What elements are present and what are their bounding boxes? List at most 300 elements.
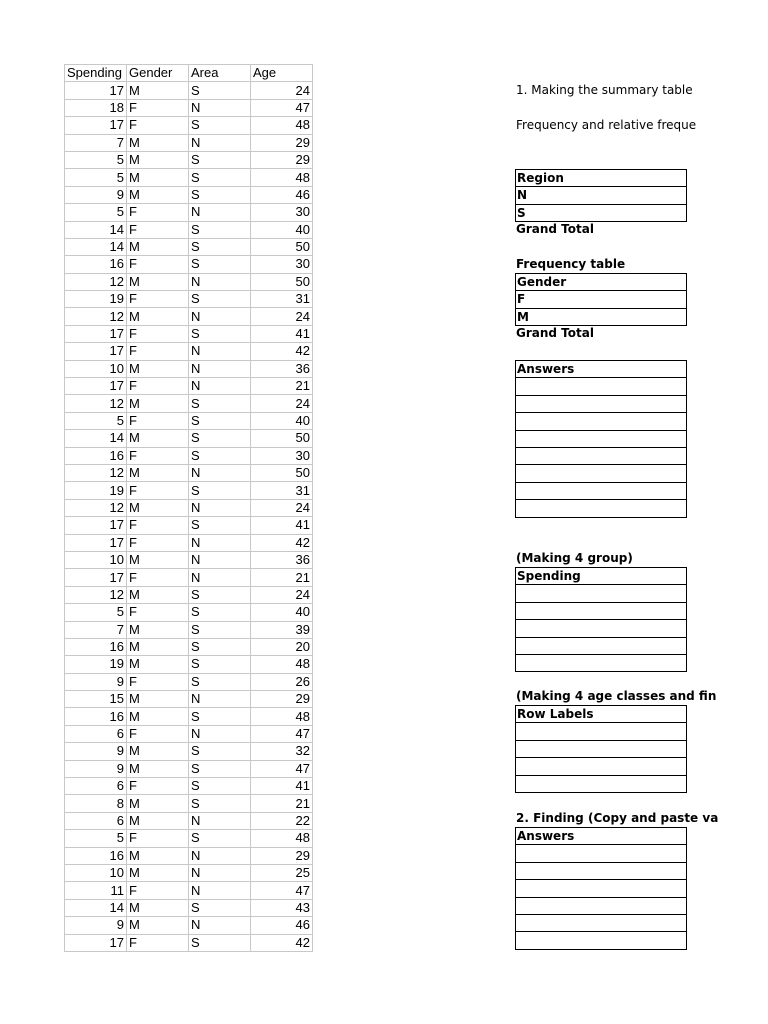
table-cell[interactable]: N — [189, 691, 251, 708]
group-note: (Making 4 group) — [516, 551, 633, 565]
table-cell[interactable]: M — [127, 864, 189, 881]
table-cell[interactable]: 12 — [65, 273, 127, 290]
table-cell[interactable]: 11 — [65, 882, 127, 899]
table-cell[interactable]: S — [189, 82, 251, 99]
table-cell[interactable]: 17 — [65, 378, 127, 395]
table-cell[interactable]: S — [189, 604, 251, 621]
table-cell[interactable]: N — [189, 534, 251, 551]
table-cell[interactable]: S — [189, 186, 251, 203]
table-cell[interactable]: 17 — [65, 517, 127, 534]
table-cell[interactable]: N — [189, 273, 251, 290]
table-row — [65, 325, 313, 342]
table-row — [65, 464, 313, 481]
row-labels-header[interactable]: Row Labels — [516, 706, 686, 723]
table-row — [65, 117, 313, 134]
table-cell[interactable]: S — [189, 412, 251, 429]
answers-header-1[interactable]: Answers — [516, 361, 686, 378]
gender-box — [515, 273, 687, 326]
table-cell[interactable]: 6 — [65, 778, 127, 795]
table-row — [65, 430, 313, 447]
table-cell[interactable]: M — [127, 586, 189, 603]
answer-cell[interactable] — [516, 483, 686, 500]
table-cell[interactable]: N — [189, 499, 251, 516]
table-cell[interactable]: 17 — [65, 343, 127, 360]
table-row — [65, 708, 313, 725]
region-box — [515, 169, 687, 222]
table-cell[interactable]: S — [189, 395, 251, 412]
table-row — [65, 378, 313, 395]
table-cell[interactable]: S — [189, 760, 251, 777]
table-cell[interactable]: F — [127, 343, 189, 360]
table-cell[interactable]: F — [127, 204, 189, 221]
table-cell[interactable]: 26 — [251, 673, 313, 690]
answer-cell[interactable] — [516, 863, 686, 880]
row-labels-cell[interactable] — [516, 758, 686, 775]
table-row — [65, 882, 313, 899]
table-cell[interactable]: M — [127, 464, 189, 481]
table-row — [65, 847, 313, 864]
table-cell[interactable]: 12 — [65, 464, 127, 481]
answer-cell[interactable] — [516, 448, 686, 465]
table-cell[interactable]: N — [189, 882, 251, 899]
table-cell[interactable]: N — [189, 725, 251, 742]
table-row — [65, 830, 313, 847]
table-row — [65, 673, 313, 690]
table-cell[interactable]: 9 — [65, 760, 127, 777]
table-cell[interactable]: 40 — [251, 604, 313, 621]
table-cell[interactable]: 5 — [65, 412, 127, 429]
table-cell[interactable]: S — [189, 151, 251, 168]
table-cell[interactable]: F — [127, 517, 189, 534]
table-cell[interactable]: F — [127, 482, 189, 499]
table-cell[interactable]: 17 — [65, 325, 127, 342]
table-cell[interactable]: 16 — [65, 638, 127, 655]
table-cell[interactable]: 6 — [65, 725, 127, 742]
table-row — [65, 412, 313, 429]
table-cell[interactable]: S — [189, 899, 251, 916]
table-cell[interactable]: 40 — [251, 221, 313, 238]
region-n[interactable]: N — [516, 187, 686, 204]
table-row — [65, 204, 313, 221]
row-labels-cell[interactable] — [516, 776, 686, 793]
table-cell[interactable]: 41 — [251, 778, 313, 795]
table-cell[interactable]: 48 — [251, 830, 313, 847]
table-row — [65, 778, 313, 795]
table-cell[interactable]: 25 — [251, 864, 313, 881]
table-row — [65, 291, 313, 308]
table-cell[interactable]: 47 — [251, 99, 313, 116]
table-cell[interactable]: 29 — [251, 847, 313, 864]
table-row — [65, 99, 313, 116]
table-row — [65, 604, 313, 621]
spending-cell[interactable] — [516, 603, 686, 620]
table-row — [65, 934, 313, 951]
table-cell[interactable]: M — [127, 638, 189, 655]
table-cell[interactable]: 10 — [65, 360, 127, 377]
frequency-heading: Frequency and relative freque — [516, 118, 697, 132]
table-row — [65, 899, 313, 916]
table-cell[interactable]: S — [189, 638, 251, 655]
table-cell[interactable]: 30 — [251, 256, 313, 273]
table-cell[interactable]: 8 — [65, 795, 127, 812]
spending-header[interactable]: Spending — [516, 568, 686, 585]
table-cell[interactable]: M — [127, 743, 189, 760]
table-cell[interactable]: M — [127, 238, 189, 255]
table-row — [65, 169, 313, 186]
table-cell[interactable]: F — [127, 778, 189, 795]
table-cell[interactable]: M — [127, 151, 189, 168]
answers-box-2 — [515, 827, 687, 950]
table-cell[interactable]: 50 — [251, 273, 313, 290]
table-cell[interactable]: F — [127, 412, 189, 429]
region-s[interactable]: S — [516, 205, 686, 222]
table-cell[interactable]: M — [127, 691, 189, 708]
column-header[interactable]: Spending — [65, 65, 127, 82]
table-cell[interactable]: 16 — [65, 847, 127, 864]
table-cell[interactable]: M — [127, 551, 189, 568]
table-cell[interactable]: 10 — [65, 864, 127, 881]
table-cell[interactable]: N — [189, 464, 251, 481]
table-cell[interactable]: S — [189, 830, 251, 847]
spending-cell[interactable] — [516, 585, 686, 602]
table-cell[interactable]: M — [127, 273, 189, 290]
table-cell[interactable]: N — [189, 864, 251, 881]
table-cell[interactable]: 22 — [251, 812, 313, 829]
answer-cell[interactable] — [516, 413, 686, 430]
table-cell[interactable]: S — [189, 621, 251, 638]
table-cell[interactable]: M — [127, 360, 189, 377]
table-cell[interactable]: N — [189, 204, 251, 221]
table-cell[interactable]: S — [189, 169, 251, 186]
table-cell[interactable]: 48 — [251, 117, 313, 134]
table-cell[interactable]: 20 — [251, 638, 313, 655]
table-cell[interactable]: 9 — [65, 917, 127, 934]
table-cell[interactable]: F — [127, 934, 189, 951]
row-labels-cell[interactable] — [516, 741, 686, 758]
table-row — [65, 551, 313, 568]
table-cell[interactable]: 43 — [251, 899, 313, 916]
table-cell[interactable]: 5 — [65, 604, 127, 621]
region-header[interactable]: Region — [516, 170, 686, 187]
table-cell[interactable]: 24 — [251, 395, 313, 412]
table-cell[interactable]: N — [189, 569, 251, 586]
table-cell[interactable]: 5 — [65, 151, 127, 168]
table-cell[interactable]: 48 — [251, 656, 313, 673]
table-cell[interactable]: 15 — [65, 691, 127, 708]
table-cell[interactable]: M — [127, 621, 189, 638]
table-cell[interactable]: 9 — [65, 673, 127, 690]
table-row — [65, 482, 313, 499]
table-cell[interactable]: F — [127, 291, 189, 308]
answer-cell[interactable] — [516, 845, 686, 862]
table-cell[interactable]: 41 — [251, 517, 313, 534]
table-cell[interactable]: 14 — [65, 221, 127, 238]
answer-cell[interactable] — [516, 915, 686, 932]
table-cell[interactable]: N — [189, 360, 251, 377]
table-cell[interactable]: S — [189, 325, 251, 342]
table-cell[interactable]: 36 — [251, 551, 313, 568]
answer-cell[interactable] — [516, 898, 686, 915]
table-row — [65, 134, 313, 151]
row-labels-cell[interactable] — [516, 723, 686, 740]
table-cell[interactable]: M — [127, 899, 189, 916]
table-cell[interactable]: F — [127, 447, 189, 464]
table-cell[interactable]: M — [127, 430, 189, 447]
table-cell[interactable]: 31 — [251, 482, 313, 499]
answer-cell[interactable] — [516, 396, 686, 413]
table-row — [65, 656, 313, 673]
table-row — [65, 743, 313, 760]
table-cell[interactable]: M — [127, 134, 189, 151]
answer-cell[interactable] — [516, 880, 686, 897]
answers-header-2[interactable]: Answers — [516, 828, 686, 845]
gender-grand-total: Grand Total — [516, 326, 594, 340]
table-cell[interactable]: N — [189, 812, 251, 829]
table-cell[interactable]: 16 — [65, 256, 127, 273]
table-cell[interactable]: 7 — [65, 621, 127, 638]
table-cell[interactable]: F — [127, 325, 189, 342]
table-cell[interactable]: S — [189, 291, 251, 308]
table-cell[interactable]: 42 — [251, 343, 313, 360]
table-cell[interactable]: 5 — [65, 830, 127, 847]
table-cell[interactable]: M — [127, 812, 189, 829]
table-cell[interactable]: M — [127, 395, 189, 412]
table-row — [65, 760, 313, 777]
table-row — [65, 795, 313, 812]
table-header-row — [65, 65, 313, 82]
table-cell[interactable]: 12 — [65, 499, 127, 516]
table-cell[interactable]: 50 — [251, 430, 313, 447]
table-cell[interactable]: 12 — [65, 586, 127, 603]
table-cell[interactable]: 48 — [251, 708, 313, 725]
table-cell[interactable]: S — [189, 517, 251, 534]
table-row — [65, 621, 313, 638]
table-cell[interactable]: M — [127, 82, 189, 99]
table-cell[interactable]: 12 — [65, 308, 127, 325]
table-cell[interactable]: S — [189, 430, 251, 447]
answer-cell[interactable] — [516, 500, 686, 517]
table-cell[interactable]: 47 — [251, 725, 313, 742]
table-cell[interactable]: F — [127, 569, 189, 586]
table-cell[interactable]: F — [127, 117, 189, 134]
table-cell[interactable]: S — [189, 447, 251, 464]
table-cell[interactable]: F — [127, 221, 189, 238]
table-cell[interactable]: N — [189, 308, 251, 325]
answer-cell[interactable] — [516, 465, 686, 482]
table-row — [65, 82, 313, 99]
table-cell[interactable]: 19 — [65, 482, 127, 499]
table-cell[interactable]: F — [127, 534, 189, 551]
table-row — [65, 238, 313, 255]
table-cell[interactable]: S — [189, 743, 251, 760]
table-cell[interactable]: 14 — [65, 238, 127, 255]
table-cell[interactable]: S — [189, 778, 251, 795]
table-row — [65, 586, 313, 603]
table-row — [65, 812, 313, 829]
table-cell[interactable]: M — [127, 169, 189, 186]
table-cell[interactable]: M — [127, 917, 189, 934]
gender-m[interactable]: M — [516, 309, 686, 326]
table-cell[interactable]: S — [189, 256, 251, 273]
age-classes-note: (Making 4 age classes and fin — [516, 689, 717, 703]
table-cell[interactable]: 10 — [65, 551, 127, 568]
table-cell[interactable]: 47 — [251, 882, 313, 899]
table-cell[interactable]: N — [189, 343, 251, 360]
table-cell[interactable]: F — [127, 99, 189, 116]
table-cell[interactable]: 46 — [251, 186, 313, 203]
spending-cell[interactable] — [516, 655, 686, 672]
table-cell[interactable]: 19 — [65, 291, 127, 308]
table-cell[interactable]: 47 — [251, 760, 313, 777]
table-cell[interactable]: S — [189, 934, 251, 951]
table-row — [65, 308, 313, 325]
table-cell[interactable]: 42 — [251, 534, 313, 551]
table-cell[interactable]: M — [127, 186, 189, 203]
column-header[interactable]: Gender — [127, 65, 189, 82]
table-row — [65, 186, 313, 203]
table-cell[interactable]: 16 — [65, 447, 127, 464]
answer-cell[interactable] — [516, 431, 686, 448]
gender-f[interactable]: F — [516, 291, 686, 308]
table-cell[interactable]: F — [127, 882, 189, 899]
region-grand-total: Grand Total — [516, 222, 594, 236]
table-cell[interactable]: N — [189, 134, 251, 151]
table-cell[interactable]: 29 — [251, 134, 313, 151]
table-cell[interactable]: 19 — [65, 656, 127, 673]
table-row — [65, 864, 313, 881]
table-row — [65, 447, 313, 464]
answer-cell[interactable] — [516, 378, 686, 395]
answer-cell[interactable] — [516, 932, 686, 949]
table-cell[interactable]: 17 — [65, 82, 127, 99]
table-cell[interactable]: 12 — [65, 395, 127, 412]
summary-heading: 1. Making the summary table — [516, 83, 693, 97]
table-cell[interactable]: 18 — [65, 99, 127, 116]
spending-cell[interactable] — [516, 620, 686, 637]
table-row — [65, 151, 313, 168]
column-header[interactable]: Age — [251, 65, 313, 82]
table-cell[interactable]: 42 — [251, 934, 313, 951]
frequency-table-title: Frequency table — [516, 257, 626, 271]
row-labels-box — [515, 705, 687, 793]
table-cell[interactable]: M — [127, 656, 189, 673]
table-row — [65, 534, 313, 551]
table-row — [65, 360, 313, 377]
table-cell[interactable]: S — [189, 586, 251, 603]
table-cell[interactable]: S — [189, 238, 251, 255]
table-cell[interactable]: S — [189, 221, 251, 238]
table-cell[interactable]: F — [127, 256, 189, 273]
table-cell[interactable]: S — [189, 795, 251, 812]
table-cell[interactable]: 31 — [251, 291, 313, 308]
table-cell[interactable]: N — [189, 551, 251, 568]
table-cell[interactable]: 30 — [251, 447, 313, 464]
answers-box-1 — [515, 360, 687, 518]
table-cell[interactable]: 17 — [65, 117, 127, 134]
table-row — [65, 221, 313, 238]
table-cell[interactable]: N — [189, 917, 251, 934]
data-table — [64, 64, 313, 952]
table-cell[interactable]: 17 — [65, 934, 127, 951]
table-row — [65, 691, 313, 708]
table-row — [65, 517, 313, 534]
table-cell[interactable]: 32 — [251, 743, 313, 760]
table-cell[interactable]: 50 — [251, 238, 313, 255]
table-cell[interactable]: 9 — [65, 743, 127, 760]
table-cell[interactable]: 24 — [251, 586, 313, 603]
gender-header[interactable]: Gender — [516, 274, 686, 291]
table-cell[interactable]: 5 — [65, 169, 127, 186]
column-header[interactable]: Area — [189, 65, 251, 82]
table-row — [65, 638, 313, 655]
table-cell[interactable]: 21 — [251, 378, 313, 395]
table-cell[interactable]: S — [189, 656, 251, 673]
table-row — [65, 917, 313, 934]
table-cell[interactable]: M — [127, 308, 189, 325]
table-cell[interactable]: 21 — [251, 795, 313, 812]
table-cell[interactable]: N — [189, 99, 251, 116]
table-cell[interactable]: 24 — [251, 82, 313, 99]
table-row — [65, 569, 313, 586]
table-cell[interactable]: N — [189, 378, 251, 395]
table-cell[interactable]: S — [189, 482, 251, 499]
spending-box — [515, 567, 687, 672]
table-cell[interactable]: 41 — [251, 325, 313, 342]
table-cell[interactable]: 24 — [251, 308, 313, 325]
spending-cell[interactable] — [516, 638, 686, 655]
table-cell[interactable]: 16 — [65, 708, 127, 725]
table-cell[interactable]: M — [127, 499, 189, 516]
table-cell[interactable]: F — [127, 725, 189, 742]
table-cell[interactable]: 50 — [251, 464, 313, 481]
table-cell[interactable]: 5 — [65, 204, 127, 221]
table-cell[interactable]: M — [127, 795, 189, 812]
table-cell[interactable]: F — [127, 830, 189, 847]
table-cell[interactable]: 30 — [251, 204, 313, 221]
table-cell[interactable]: 21 — [251, 569, 313, 586]
table-cell[interactable]: 24 — [251, 499, 313, 516]
table-cell[interactable]: M — [127, 708, 189, 725]
table-cell[interactable]: 6 — [65, 812, 127, 829]
table-cell[interactable]: 29 — [251, 151, 313, 168]
table-cell[interactable]: 46 — [251, 917, 313, 934]
table-cell[interactable]: F — [127, 604, 189, 621]
table-cell[interactable]: 7 — [65, 134, 127, 151]
table-cell[interactable]: 14 — [65, 899, 127, 916]
table-cell[interactable]: 39 — [251, 621, 313, 638]
table-cell[interactable]: 14 — [65, 430, 127, 447]
table-cell[interactable]: N — [189, 847, 251, 864]
table-cell[interactable]: 48 — [251, 169, 313, 186]
table-cell[interactable]: S — [189, 673, 251, 690]
table-row — [65, 499, 313, 516]
table-cell[interactable]: 17 — [65, 569, 127, 586]
table-cell[interactable]: F — [127, 378, 189, 395]
table-cell[interactable]: 17 — [65, 534, 127, 551]
table-cell[interactable]: 29 — [251, 691, 313, 708]
table-row — [65, 256, 313, 273]
table-cell[interactable]: M — [127, 760, 189, 777]
table-cell[interactable]: 36 — [251, 360, 313, 377]
table-cell[interactable]: S — [189, 708, 251, 725]
table-cell[interactable]: S — [189, 117, 251, 134]
table-cell[interactable]: M — [127, 847, 189, 864]
table-cell[interactable]: 9 — [65, 186, 127, 203]
finding-note: 2. Finding (Copy and paste va — [516, 811, 719, 825]
table-cell[interactable]: 40 — [251, 412, 313, 429]
table-row — [65, 725, 313, 742]
table-cell[interactable]: F — [127, 673, 189, 690]
